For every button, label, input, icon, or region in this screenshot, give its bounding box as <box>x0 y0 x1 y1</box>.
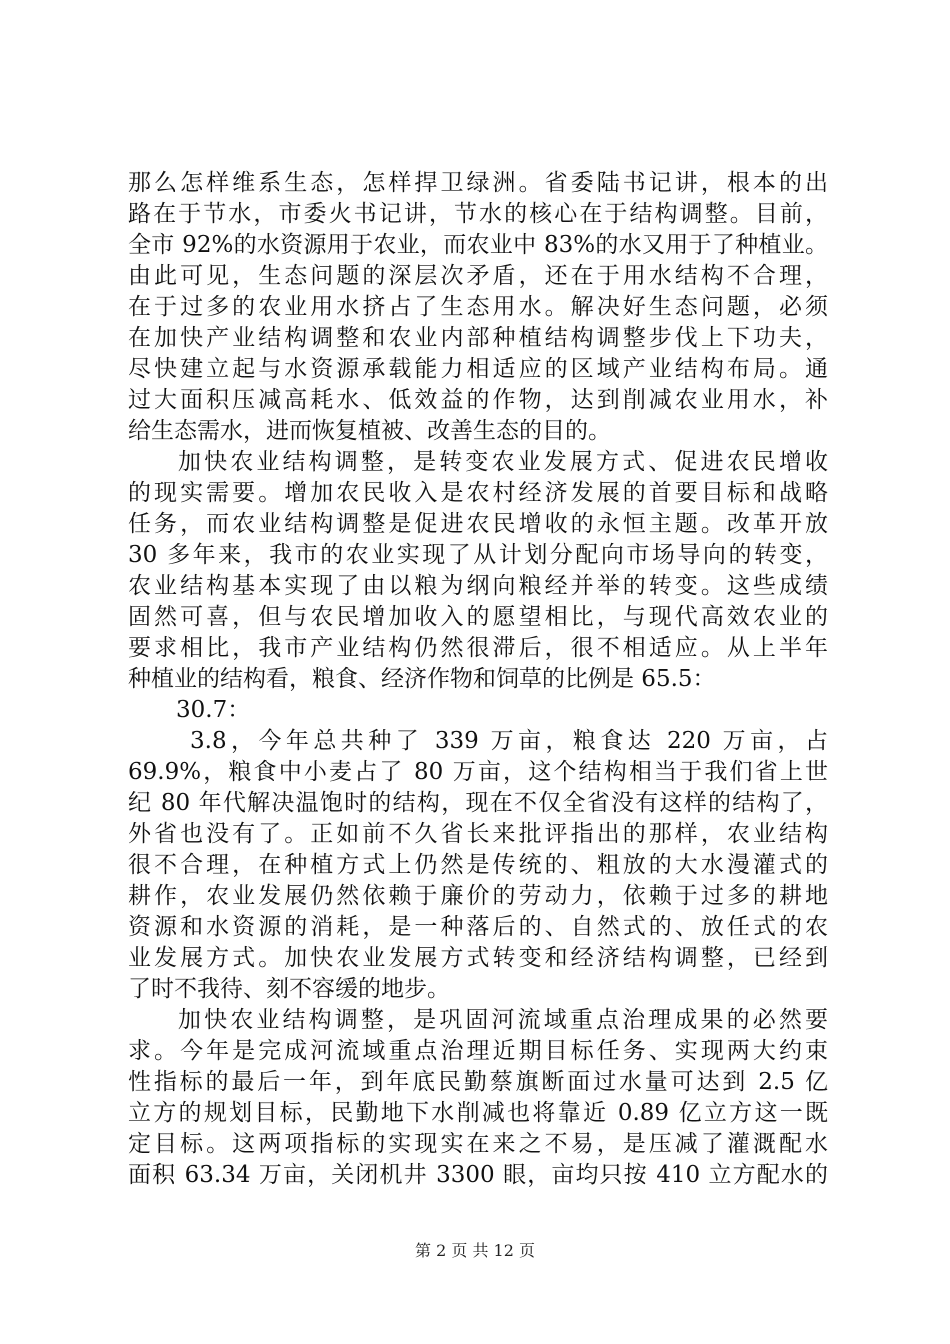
text-line: 全市 92%的水资源用于农业，而农业中 83%的水又用于了种植业。 <box>128 232 828 258</box>
text-line: 30.7： <box>176 697 251 723</box>
text-line: 面积 63.34 万亩，关闭机井 3300 眼，亩均只按 410 立方配水的 <box>128 1162 828 1188</box>
text-line: 外省也没有了。正如前不久省长来批评指出的那样，农业结构 <box>128 821 828 847</box>
text-line: 定目标。这两项指标的实现实在来之不易，是压减了灌溉配水 <box>128 1131 828 1157</box>
text-line: 农业结构基本实现了由以粮为纲向粮经并举的转变。这些成绩 <box>128 573 828 599</box>
text-line: 了时不我待、刻不容缓的地步。 <box>128 976 450 1002</box>
text-line: 很不合理，在种植方式上仍然是传统的、粗放的大水漫灌式的 <box>128 852 828 878</box>
text-line: 求。今年是完成河流域重点治理近期目标任务、实现两大约束 <box>128 1038 828 1064</box>
page-footer: 第 2 页 共 12 页 <box>415 1241 535 1260</box>
text-line: 纪 80 年代解决温饱时的结构，现在不仅全省没有这样的结构了， <box>128 790 828 816</box>
text-line: 30 多年来，我市的农业实现了从计划分配向市场导向的转变， <box>128 542 828 568</box>
text-line: 耕作，农业发展仍然依赖于廉价的劳动力，依赖于过多的耕地 <box>128 883 828 909</box>
text-line: 固然可喜，但与农民增加收入的愿望相比，与现代高效农业的 <box>128 604 828 630</box>
text-line: 要求相比，我市产业结构仍然很滞后，很不相适应。从上半年 <box>128 635 828 661</box>
text-line: 的现实需要。增加农民收入是农村经济发展的首要目标和战略 <box>128 480 828 506</box>
text-line: 给生态需水，进而恢复植被、改善生态的目的。 <box>128 418 611 444</box>
text-line: 加快农业结构调整，是转变农业发展方式、促进农民增收 <box>178 449 828 475</box>
text-line: 路在于节水，市委火书记讲，节水的核心在于结构调整。目前， <box>128 201 828 227</box>
text-line: 过大面积压减高耗水、低效益的作物，达到削减农业用水，补 <box>128 387 828 413</box>
text-line: 那么怎样维系生态，怎样捍卫绿洲。省委陆书记讲，根本的出 <box>128 170 828 196</box>
text-line: 在于过多的农业用水挤占了生态用水。解决好生态问题，必须 <box>128 294 828 320</box>
text-line: 立方的规划目标，民勤地下水削减也将靠近 0.89 亿立方这一既 <box>128 1100 828 1126</box>
body-text <box>128 168 828 1191</box>
text-line: 加快农业结构调整，是巩固河流域重点治理成果的必然要 <box>178 1007 828 1033</box>
text-line: 种植业的结构看，粮食、经济作物和饲草的比例是 65.5： <box>128 666 716 692</box>
text-line: 业发展方式。加快农业发展方式转变和经济结构调整，已经到 <box>128 945 828 971</box>
text-line: 性指标的最后一年，到年底民勤蔡旗断面过水量可达到 2.5 亿 <box>128 1069 828 1095</box>
text-line: 任务，而农业结构调整是促进农民增收的永恒主题。改革开放 <box>128 511 828 537</box>
text-line: 3.8，今年总共种了 339 万亩，粮食达 220 万亩，占 <box>190 728 828 754</box>
text-line: 资源和水资源的消耗，是一种落后的、自然式的、放任式的农 <box>128 914 828 940</box>
text-line: 尽快建立起与水资源承载能力相适应的区域产业结构布局。通 <box>128 356 828 382</box>
text-line: 由此可见，生态问题的深层次矛盾，还在于用水结构不合理， <box>128 263 828 289</box>
text-line: 69.9%，粮食中小麦占了 80 万亩，这个结构相当于我们省上世 <box>128 759 828 785</box>
text-line: 在加快产业结构调整和农业内部种植结构调整步伐上下功夫， <box>128 325 828 351</box>
